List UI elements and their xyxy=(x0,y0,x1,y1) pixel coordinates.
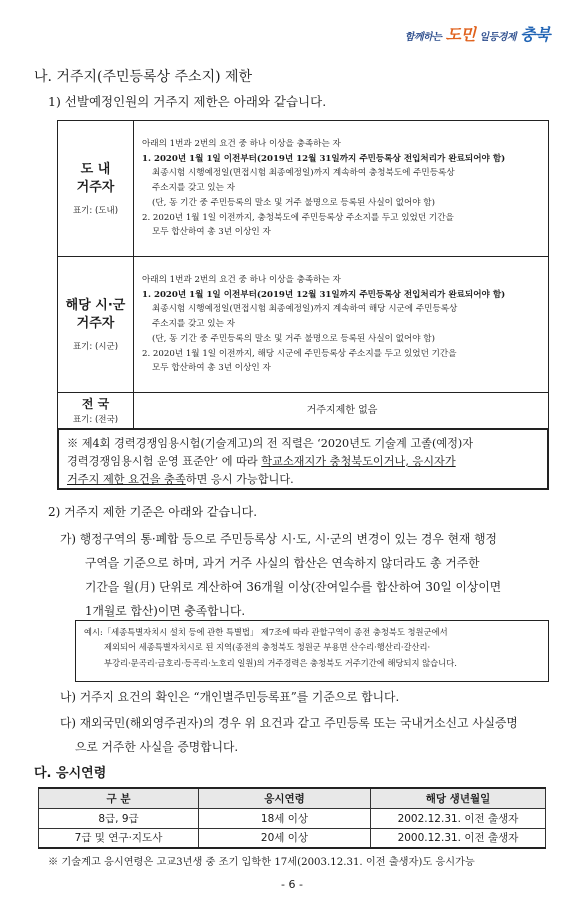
residence-row-city xyxy=(58,257,549,393)
row-label-sub: 표기: (도내) xyxy=(72,206,119,217)
header-age: 응시연령 xyxy=(199,788,371,808)
condition-2-line: 모두 합산하여 총 3년 이상인 자 xyxy=(152,227,271,238)
item-na: 나) 거주지 요건의 확인은 “개인별주민등록표”를 기준으로 합니다. xyxy=(60,690,400,704)
row-intro: 아래의 1번과 2번의 요건 중 하나 이상을 충족하는 자 xyxy=(142,274,341,285)
row-intro: 아래의 1번과 2번의 요건 중 하나 이상을 충족하는 자 xyxy=(142,138,341,149)
item-ga-line: 1개월로 합산)이면 충족합니다. xyxy=(85,604,246,618)
row-label-sub: 표기: (시군) xyxy=(72,342,119,353)
notice-box xyxy=(57,428,549,490)
row-label-sub: 표기: (전국) xyxy=(72,415,119,426)
cell-category: 8급, 9급 xyxy=(39,808,199,828)
header-category: 구 분 xyxy=(39,788,199,808)
condition-2-line: 2. 2020년 1월 1일 이전까지, 충청북도에 주민등록상 주소지를 두고 있었던 기간을 xyxy=(142,212,454,223)
example-box xyxy=(75,620,549,682)
notice-underlined: 학교소재지가 충청북도이거나, 응시자가 xyxy=(261,454,456,468)
header-birthdate: 해당 생년월일 xyxy=(371,788,546,808)
condition-1-line: 주소지를 갖고 있는 자 xyxy=(152,183,235,194)
cell-birthdate: 2000.12.31. 이전 출생자 xyxy=(371,828,546,848)
row-label: 해당 시·군 거주자 xyxy=(65,297,126,331)
item-ga-line: 기간을 월(月) 단위로 계산하여 36개월 이상(잔여일수를 합산하여 30일 이상이면 xyxy=(85,580,502,594)
table-row xyxy=(39,808,546,828)
condition-2-line: 2. 2020년 1월 1일 이전까지, 해당 시군에 주민등록상 주소지를 두고 있었던 기간을 xyxy=(142,348,457,359)
example-line: 부강리·문곡리·금호리·등곡리·노호리 일원)의 거주경력은 충청북도 거주기간에 해당되지 않습니다. xyxy=(104,657,457,668)
notice-line: ※ 제4회 경력경쟁임용시험(기술계고)의 전 직렬은 ‘2020년도 기술계 고졸(예정)자 xyxy=(67,437,474,450)
residence-item-1: 1) 선발예정인원의 거주지 제한은 아래와 같습니다. xyxy=(48,94,327,109)
section-title-age: 다. 응시연령 xyxy=(34,766,107,781)
condition-1-line: 최종시험 시행예정일(면접시험 최종예정일)까지 계속하여 충청북도에 주민등록상 xyxy=(152,168,455,179)
notice-underlined: 거주지 제한 요건을 충족 xyxy=(67,472,186,486)
row-label: 도 내 거주자 xyxy=(76,161,115,195)
age-table-header xyxy=(39,788,546,808)
nation-content: 거주지제한 없음 xyxy=(134,393,549,429)
age-table xyxy=(38,787,546,849)
condition-1-line: 주소지를 갖고 있는 자 xyxy=(152,319,235,330)
condition-1-line: 최종시험 시행예정일(면접시험 최종예정일)까지 계속하여 해당 시군에 주민등록상 xyxy=(152,304,458,315)
residence-item-2: 2) 거주지 제한 기준은 아래와 같습니다. xyxy=(48,505,258,519)
cell-birthdate: 2002.12.31. 이전 출생자 xyxy=(371,808,546,828)
table-row xyxy=(39,828,546,848)
condition-1-note: (단, 동 기간 중 주민등록의 말소 및 거주 불명으로 등록된 사실이 없어야 함) xyxy=(152,333,435,344)
cell-age: 20세 이상 xyxy=(199,828,371,848)
page-number: - 6 - xyxy=(281,878,303,891)
residence-row-nation xyxy=(58,393,549,429)
notice-line: 경력경쟁임용시험 운영 표준안’ 에 따라 학교소재지가 충청북도이거나, 응시자가 xyxy=(67,454,456,468)
condition-1-line: 1. 2020년 1월 1일 이전부터(2019년 12월 31일까지 주민등록상 전입처리가 완료되어야 함) xyxy=(142,289,506,300)
cell-category: 7급 및 연구·지도사 xyxy=(39,828,199,848)
condition-1-line: 1. 2020년 1월 1일 이전부터(2019년 12월 31일까지 주민등록상 전입처리가 완료되어야 함) xyxy=(142,153,506,164)
condition-2-line: 모두 합산하여 총 3년 이상인 자 xyxy=(152,363,271,374)
example-line: 예시:「세종특별자치시 설치 등에 관한 특별법」 제7조에 따라 관할구역이 종전 충청북도 청원군에서 xyxy=(84,627,448,637)
item-ga-line: 가) 행정구역의 통·폐합 등으로 주민등록상 시·도, 시·군의 변경이 있는 경우 현재 행정 xyxy=(60,532,497,546)
notice-line: 거주지 제한 요건을 충족하면 응시 가능합니다. xyxy=(67,472,294,486)
chungbuk-logo: 함께하는 도민 일등경제 충북 xyxy=(404,25,550,44)
condition-1-note: (단, 동 기간 중 주민등록의 말소 및 거주 불명으로 등록된 사실이 없어야 함) xyxy=(152,197,435,208)
residence-table xyxy=(57,120,549,429)
example-line: 제외되어 세종특별자치시로 된 지역(종전의 충청북도 청원군 부용면 산수리·행산리·갈산리· xyxy=(104,642,431,653)
item-ga xyxy=(60,527,552,623)
cell-age: 18세 이상 xyxy=(199,808,371,828)
item-da xyxy=(60,711,552,759)
row-label: 전 국 xyxy=(81,396,110,411)
age-footnote: ※ 기술계고 응시연령은 고교3년생 중 조기 입학한 17세(2003.12.31. 이전 출생자)도 응시가능 xyxy=(48,857,475,868)
item-da-line: 으로 거주한 사실을 증명합니다. xyxy=(75,740,239,754)
section-title-residence: 나. 거주지(주민등록상 주소지) 제한 xyxy=(34,69,253,85)
item-ga-line: 구역을 기준으로 하며, 과거 거주 사실의 합산은 연속하지 않더라도 총 거주한 xyxy=(85,556,480,570)
item-da-line: 다) 재외국민(해외영주권자)의 경우 위 요건과 같고 주민등록 또는 국내거소신고 사실증명 xyxy=(60,716,518,730)
residence-row-province xyxy=(58,121,549,257)
